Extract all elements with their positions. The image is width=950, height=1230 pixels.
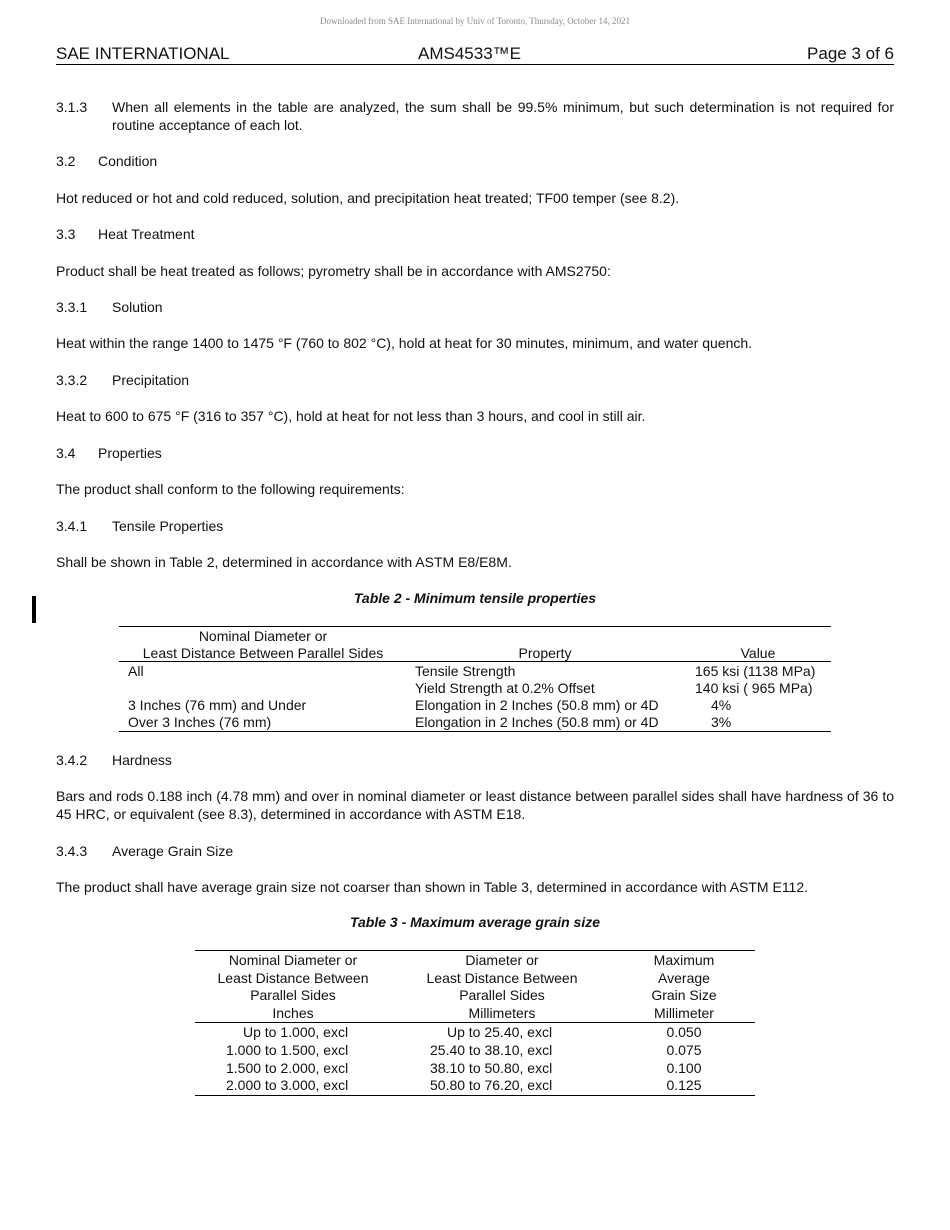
table-2-top-rule [119,626,831,627]
section-3-3-title: Heat Treatment [98,226,195,242]
section-3-3-1-body: Heat within the range 1400 to 1475 °F (760 to 802 °C), hold at heat for 30 minutes, minimum, and water quench. [56,335,753,351]
header-org: SAE INTERNATIONAL [56,44,230,63]
table-2-cell-property: Yield Strength at 0.2% Offset [415,680,595,696]
table-2-cell-size: Over 3 Inches (76 mm) [128,714,272,730]
table-2-header-property: Property [518,645,572,661]
section-3-4-title: Properties [98,445,162,461]
table-2-cell-property: Tensile Strength [415,663,516,679]
table-3-cell-grain-size: 0.050 [666,1024,702,1040]
section-3-3-2-body: Heat to 600 to 675 °F (316 to 357 °C), hold at heat for not less than 3 hours, and cool in still air. [56,408,646,424]
table-3-header-millimeters: Parallel Sides [459,987,545,1003]
table-2-cell-value: 3% [711,714,732,730]
table-3-header-millimeters: Diameter or [465,952,539,968]
table-3-header-inches: Inches [272,1005,314,1021]
table-2-cell-value: 165 ksi (1138 MPa) [695,663,816,679]
table-2-cell-value: 4% [711,697,732,713]
table-3-caption: Table 3 - Maximum average grain size [349,914,601,930]
table-2-header-value: Value [740,645,776,661]
section-3-2-title: Condition [98,153,158,169]
table-3-cell-grain-size: 0.125 [666,1077,702,1093]
section-3-4-2-number: 3.4.2 [56,752,88,768]
table-3-cell-grain-size: 0.075 [666,1042,702,1058]
table-3-cell-millimeters: Up to 25.40, excl [447,1024,553,1040]
header-page-number: Page 3 of 6 [807,44,894,63]
section-3-4-3-number: 3.4.3 [56,843,88,859]
section-3-4-3-body: The product shall have average grain size not coarser than shown in Table 3, determined in accordance with ASTM E112. [56,879,809,895]
table-2-cell-size: All [128,663,144,679]
table-3-cell-inches: 1.500 to 2.000, excl [226,1060,349,1076]
table-2-caption: Table 2 - Minimum tensile properties [353,590,597,606]
download-watermark: Downloaded from SAE International by Univ of Toronto, Thursday, October 14, 2021 [320,16,630,26]
table-3-cell-inches: 2.000 to 3.000, excl [226,1077,349,1093]
section-3-2-number: 3.2 [56,153,76,169]
section-3-3-2-number: 3.3.2 [56,372,88,388]
section-3-4-3-title: Average Grain Size [112,843,234,859]
table-2-header-size-line1: Nominal Diameter or [198,628,328,644]
section-3-2-body: Hot reduced or hot and cold reduced, solution, and precipitation heat treated; TF00 temper (see 8.2). [56,190,680,206]
section-3-4-2-title: Hardness [112,752,172,768]
table-3-header-inches: Least Distance Between [217,970,369,986]
table-3-cell-millimeters: 50.80 to 76.20, excl [430,1077,553,1093]
table-3-cell-millimeters: 38.10 to 50.80, excl [430,1060,553,1076]
table-3-header-millimeters: Least Distance Between [426,970,578,986]
table-3-cell-millimeters: 25.40 to 38.10, excl [430,1042,553,1058]
table-3-cell-grain-size: 0.100 [666,1060,702,1076]
table-3-header-inches: Parallel Sides [250,987,336,1003]
table-3-header-grain-size: Average [658,970,710,986]
section-3-3-1-title: Solution [112,299,163,315]
table-3-cell-inches: Up to 1.000, excl [243,1024,349,1040]
table-2-cell-property: Elongation in 2 Inches (50.8 mm) or 4D [415,697,659,713]
section-3-1-3-number: 3.1.3 [56,99,88,115]
header-doc-id: AMS4533™E [418,44,521,63]
table-3-cell-inches: 1.000 to 1.500, excl [226,1042,349,1058]
table-2-bottom-rule [119,731,831,732]
section-3-4-number: 3.4 [56,445,76,461]
table-3-header-inches: Nominal Diameter or [228,952,358,968]
table-2-cell-size: 3 Inches (76 mm) and Under [128,697,307,713]
section-3-4-2-body: Bars and rods 0.188 inch (4.78 mm) and over in nominal diameter or least distance between parallel sides shall have hardness of 36 to 45 HRC, or equivalent (see 8.3), determined in accordance with ASTM E18. [56,788,894,822]
section-3-4-1-body: Shall be shown in Table 2, determined in accordance with ASTM E8/E8M. [56,554,512,570]
section-3-4-1-number: 3.4.1 [56,518,88,534]
table-3-header-grain-size: Millimeter [654,1005,714,1021]
section-3-3-1-number: 3.3.1 [56,299,88,315]
section-3-3-2-title: Precipitation [112,372,190,388]
table-3-header-rule [195,1022,755,1023]
section-3-1-3-text: When all elements in the table are analyzed, the sum shall be 99.5% minimum, but such determination is not required for routine acceptance of each lot. [112,99,894,133]
header-rule [56,64,894,65]
section-3-4-body: The product shall conform to the following requirements: [56,481,405,497]
section-3-3-body: Product shall be heat treated as follows; pyrometry shall be in accordance with AMS2750: [56,263,611,279]
table-2-cell-property: Elongation in 2 Inches (50.8 mm) or 4D [415,714,659,730]
table-3-header-grain-size: Grain Size [651,987,717,1003]
table-2-header-size-line2: Least Distance Between Parallel Sides [142,645,384,661]
table-3-header-millimeters: Millimeters [468,1005,536,1021]
table-3-header-grain-size: Maximum [653,952,715,968]
table-2-cell-value: 140 ksi ( 965 MPa) [695,680,813,696]
section-3-3-number: 3.3 [56,226,76,242]
table-3-bottom-rule [195,1095,755,1096]
section-3-4-1-title: Tensile Properties [112,518,224,534]
table-3-top-rule [195,950,755,951]
table-2-header-rule [119,661,831,662]
